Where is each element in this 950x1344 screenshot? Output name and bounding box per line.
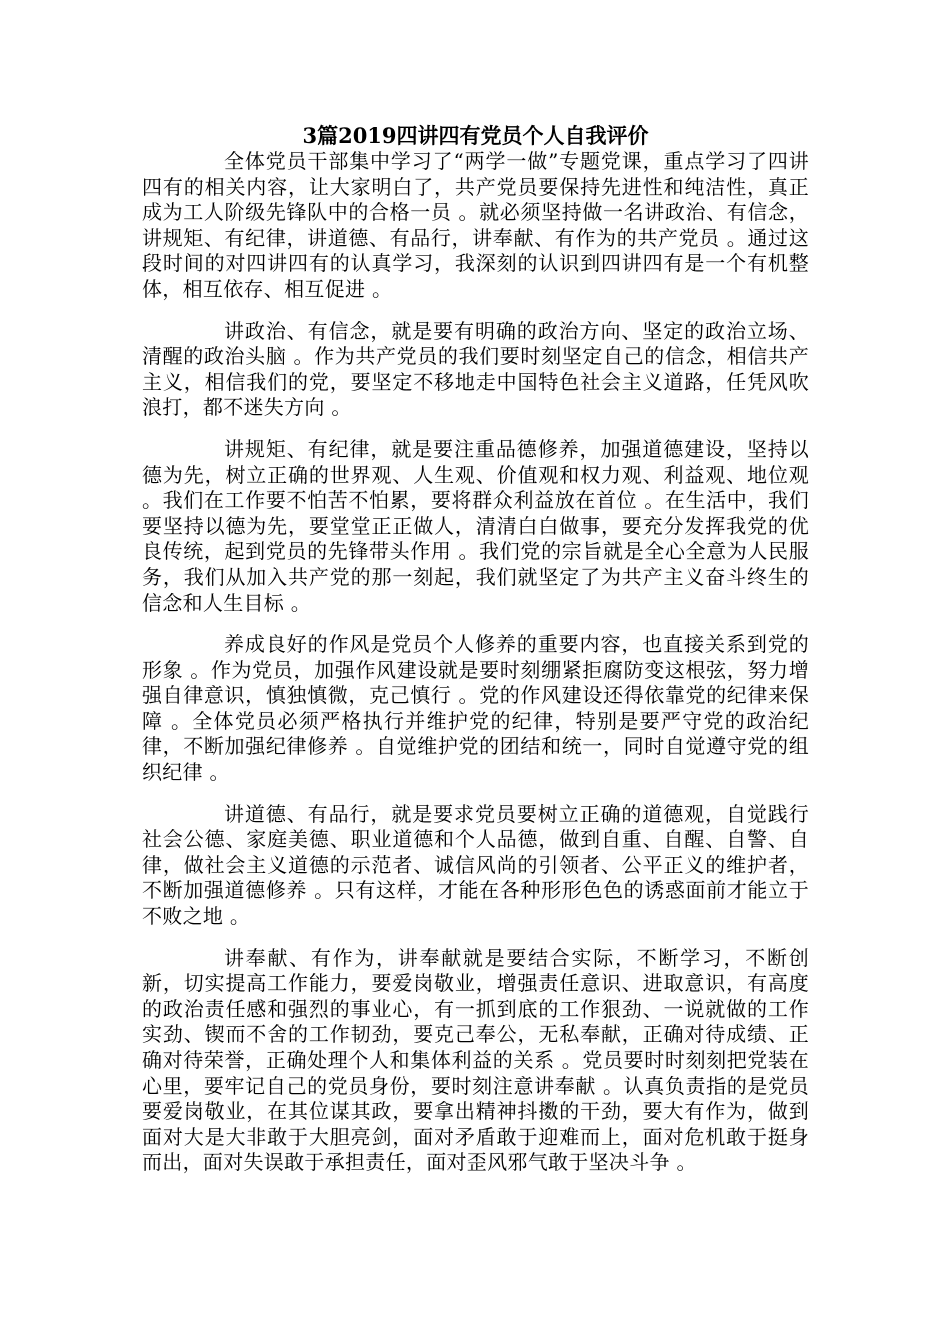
paragraph-discipline: 讲规矩、有纪律，就是要注重品德修养，加强道德建设，坚持以德为先，树立正确的世界观、人生观、价值观和权力观、利益观、地位观 。我们在工作要不怕苦不怕累，要将群众利益放在首位 。在生活中，我们要坚持以德为先，要堂堂正正做人，清清白白做事，要充分发挥我党的优良传统，起到党员的先锋带头作用 。我们党的宗旨就是全心全意为人民服务，我们从加入共产党的那一刻起，我们就坚定了为共产主义奋斗终生的信念和人生目标 。 (142, 436, 809, 615)
document-page (142, 118, 809, 1192)
paragraph-intro: 全体党员干部集中学习了“两学一做”专题党课，重点学习了四讲四有的相关内容，让大家明白了，共产党员要保持先进性和纯洁性，真正成为工人阶级先锋队中的合格一员 。就必须坚持做一名讲政治、有信念，讲规矩、有纪律，讲道德、有品行，讲奉献、有作为的共产党员 。通过这段时间的对四讲四有的认真学习，我深刻的认识到四讲四有是一个有机整体，相互依存、相互促进 。 (142, 149, 809, 301)
paragraph-dedication: 讲奉献、有作为，讲奉献就是要结合实际，不断学习，不断创新，切实提高工作能力，要爱岗敬业，增强责任意识、进取意识，有高度的政治责任感和强烈的事业心，有一抓到底的工作狠劲、一说就做的工作实劲、锲而不舍的工作韧劲，要克己奉公，无私奉献，正确对待成绩、正确对待荣誉，正确处理个人和集体利益的关系 。党员要时时刻刻把党装在心里，要牢记自己的党员身份，要时刻注意讲奉献 。认真负责指的是党员要爱岗敬业，在其位谋其政，要拿出精神抖擞的干劲，要大有作为，做到面对大是大非敢于大胆亮剑，面对矛盾敢于迎难而上，面对危机敢于挺身而出，面对失误敢于承担责任，面对歪风邪气敢于坚决斗争 。 (142, 945, 809, 1175)
paragraph-politics: 讲政治、有信念，就是要有明确的政治方向、坚定的政治立场、清醒的政治头脑 。作为共产党员的我们要时刻坚定自己的信念，相信共产主义，相信我们的党，要坚定不移地走中国特色社会主义道路，任凭风吹浪打，都不迷失方向 。 (142, 318, 809, 420)
paragraph-morality: 讲道德、有品行，就是要求党员要树立正确的道德观，自觉践行社会公德、家庭美德、职业道德和个人品德，做到自重、自醒、自警、自律，做社会主义道德的示范者、诚信风尚的引领者、公平正义的维护者，不断加强道德修养 。只有这样，才能在各种形形色色的诱惑面前才能立于不败之地 。 (142, 801, 809, 929)
document-title: 3篇2019四讲四有党员个人自我评价 (302, 123, 649, 148)
paragraph-work-style: 养成良好的作风是党员个人修养的重要内容，也直接关系到党的形象 。作为党员，加强作风建设就是要时刻绷紧拒腐防变这根弦，努力增强自律意识，慎独慎微，克己慎行 。党的作风建设还得依靠党的纪律来保障 。全体党员必须严格执行并维护党的纪律，特别是要严守党的政治纪律，不断加强纪律修养 。自觉维护党的团结和统一，同时自觉遵守党的组织纪律 。 (142, 632, 809, 785)
